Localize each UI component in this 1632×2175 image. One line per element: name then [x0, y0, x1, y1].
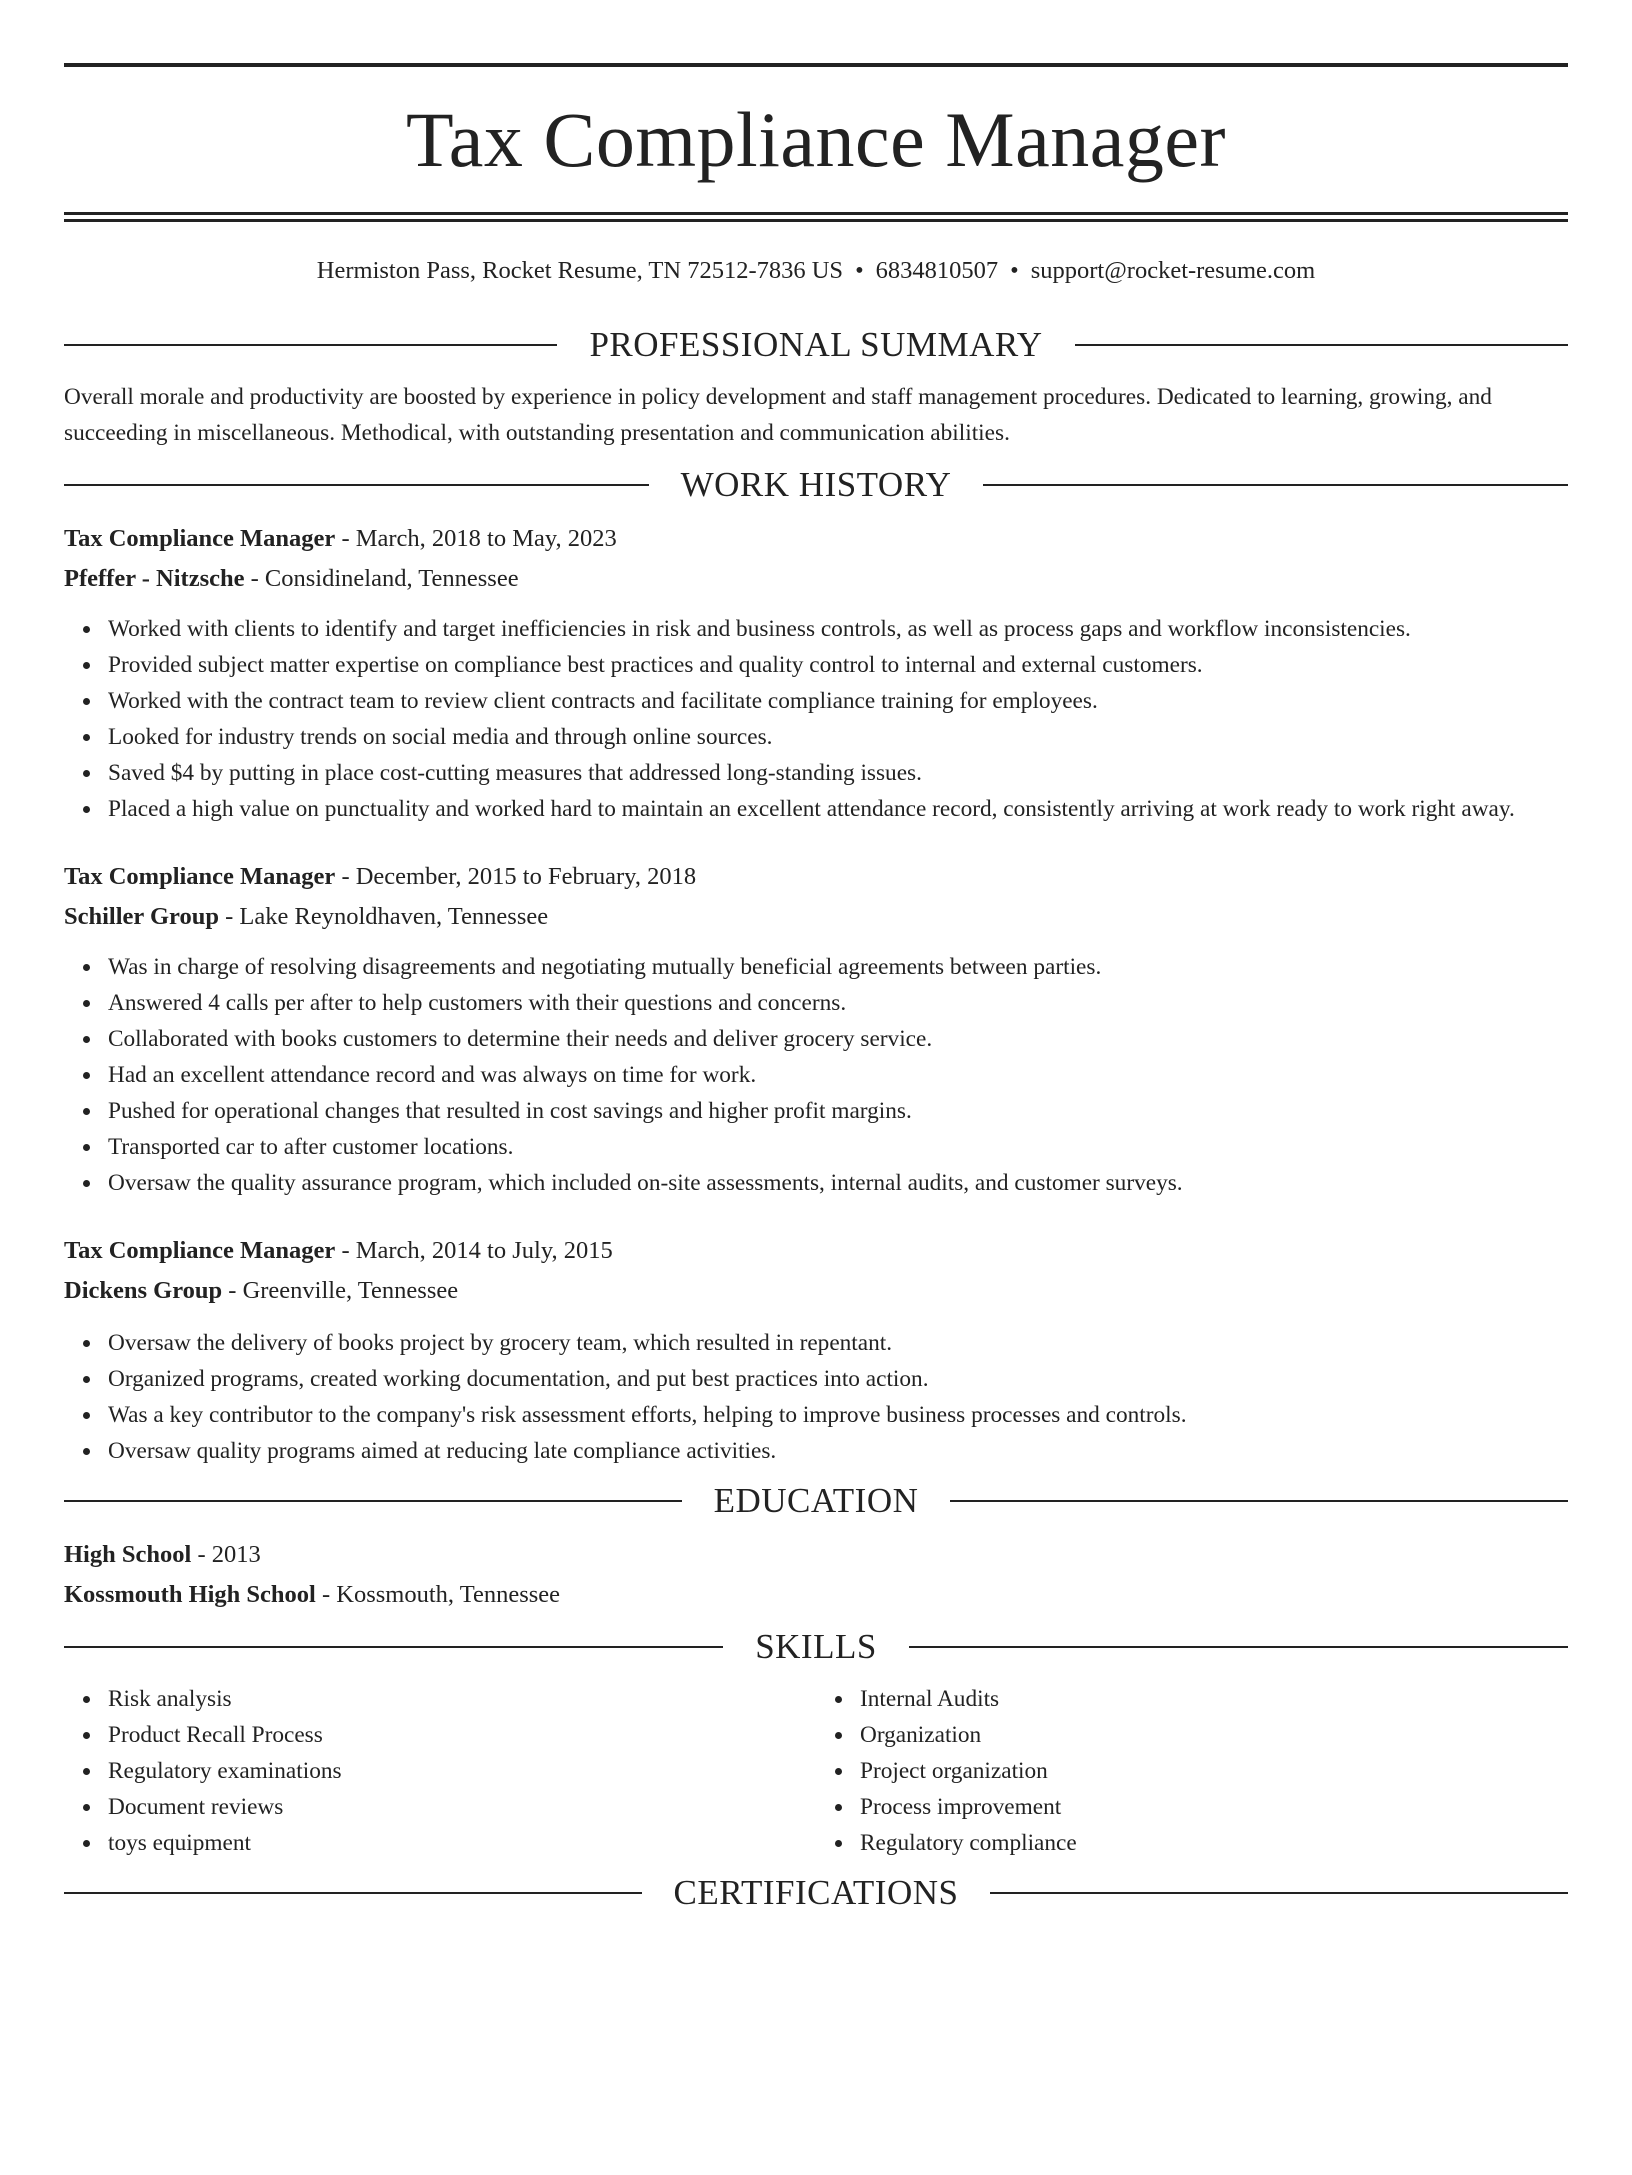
list-item: Organized programs, created working documentation, and put best practices into action. [108, 1361, 1568, 1397]
contact-separator: • [855, 257, 864, 284]
list-item: Transported car to after customer locations. [108, 1129, 1568, 1165]
section-rule [64, 1500, 682, 1502]
job-entry [64, 857, 1568, 1201]
skill-item: Product Recall Process [108, 1717, 816, 1753]
skill-item: Regulatory examinations [108, 1753, 816, 1789]
job-title: Tax Compliance Manager [64, 863, 336, 891]
job-title: Tax Compliance Manager [64, 1237, 336, 1265]
list-item: Oversaw quality programs aimed at reducing late compliance activities. [108, 1433, 1568, 1469]
education-degree-line: High School - 2013 [64, 1541, 261, 1569]
skill-item: Organization [860, 1717, 1568, 1753]
job-entry [64, 1231, 1568, 1469]
job-dates: March, 2014 to July, 2015 [355, 1237, 613, 1265]
skill-item: Internal Audits [860, 1681, 1568, 1717]
list-item: Worked with clients to identify and target inefficiencies in risk and business controls, as well as process gaps and workflow inconsistencies. [108, 611, 1568, 647]
section-rule [983, 484, 1568, 486]
job-company-line: Dickens Group - Greenville, Tennessee [64, 1277, 459, 1305]
contact-line [64, 256, 1568, 285]
education-year: 2013 [211, 1541, 261, 1569]
job-company: Pfeffer - Nitzsche [64, 565, 245, 593]
section-rule [1075, 344, 1568, 346]
section-rule [909, 1646, 1568, 1648]
skill-item: Regulatory compliance [860, 1825, 1568, 1861]
list-item: Placed a high value on punctuality and worked hard to maintain an excellent attendance record, consistently arriving at work ready to work right away. [108, 791, 1568, 827]
education-entry [64, 1535, 1568, 1615]
job-company: Schiller Group [64, 903, 219, 931]
section-rule [64, 344, 557, 346]
resume-page [0, 63, 1632, 2175]
list-item: Worked with the contract team to review client contracts and facilitate compliance training for employees. [108, 683, 1568, 719]
section-header-certifications [64, 1873, 1568, 1913]
skill-item: Process improvement [860, 1789, 1568, 1825]
list-item: Was a key contributor to the company's risk assessment efforts, helping to improve business processes and controls. [108, 1397, 1568, 1433]
section-title: PROFESSIONAL SUMMARY [589, 325, 1043, 365]
list-item: Pushed for operational changes that resulted in cost savings and higher profit margins. [108, 1093, 1568, 1129]
job-company-line: Schiller Group - Lake Reynoldhaven, Tennessee [64, 903, 549, 931]
top-rule [64, 63, 1568, 67]
list-item: Oversaw the delivery of books project by grocery team, which resulted in repentant. [108, 1325, 1568, 1361]
skill-item: Document reviews [108, 1789, 816, 1825]
skill-item: toys equipment [108, 1825, 816, 1861]
list-item: Looked for industry trends on social media and through online sources. [108, 719, 1568, 755]
section-title: SKILLS [755, 1627, 877, 1667]
section-header-skills [64, 1627, 1568, 1667]
job-bullets [64, 949, 1568, 1201]
job-title: Tax Compliance Manager [64, 525, 336, 553]
section-header-work-history [64, 465, 1568, 505]
job-company: Dickens Group [64, 1277, 223, 1305]
job-title-line: Tax Compliance Manager - March, 2014 to July, 2015 [64, 1237, 613, 1265]
section-rule [64, 484, 649, 486]
education-school-line: Kossmouth High School - Kossmouth, Tennessee [64, 1581, 561, 1609]
skills-grid [64, 1681, 1568, 1861]
skill-item: Project organization [860, 1753, 1568, 1789]
education-degree: High School [64, 1541, 192, 1569]
list-item: Had an excellent attendance record and was always on time for work. [108, 1057, 1568, 1093]
section-header-education [64, 1481, 1568, 1521]
skills-list-left [64, 1681, 816, 1861]
summary-text: Overall morale and productivity are boosted by experience in policy development and staff management procedures. Dedicated to learning, growing, and succeeding in miscellaneous. Methodical, with outstanding presentation and communication abilities. [64, 384, 1492, 447]
section-title: CERTIFICATIONS [673, 1873, 959, 1913]
contact-email: support@rocket-resume.com [1030, 257, 1316, 284]
contact-phone: 6834810507 [875, 257, 999, 284]
job-location: Considineland, Tennessee [264, 565, 519, 593]
job-bullets [64, 611, 1568, 827]
section-title: EDUCATION [713, 1481, 919, 1521]
section-rule [950, 1500, 1568, 1502]
job-company-line: Pfeffer - Nitzsche - Considineland, Tennessee [64, 565, 519, 593]
section-rule [64, 1892, 642, 1894]
job-dates: December, 2015 to February, 2018 [355, 863, 697, 891]
job-entry [64, 519, 1568, 827]
contact-separator: • [1010, 257, 1019, 284]
section-rule [64, 1646, 723, 1648]
job-title-line: Tax Compliance Manager - December, 2015 to February, 2018 [64, 863, 697, 891]
list-item: Was in charge of resolving disagreements and negotiating mutually beneficial agreements between parties. [108, 949, 1568, 985]
section-rule [990, 1892, 1568, 1894]
job-location: Greenville, Tennessee [242, 1277, 459, 1305]
list-item: Collaborated with books customers to determine their needs and deliver grocery service. [108, 1021, 1568, 1057]
resume-name: Tax Compliance Manager [406, 96, 1226, 183]
list-item: Answered 4 calls per after to help customers with their questions and concerns. [108, 985, 1568, 1021]
section-title: WORK HISTORY [680, 465, 952, 505]
section-header-summary [64, 325, 1568, 365]
list-item: Provided subject matter expertise on compliance best practices and quality control to internal and external customers. [108, 647, 1568, 683]
skills-list-right [816, 1681, 1568, 1861]
list-item: Oversaw the quality assurance program, which included on-site assessments, internal audits, and customer surveys. [108, 1165, 1568, 1201]
job-dates: March, 2018 to May, 2023 [355, 525, 617, 553]
education-school: Kossmouth High School [64, 1581, 316, 1609]
job-location: Lake Reynoldhaven, Tennessee [239, 903, 549, 931]
job-title-line: Tax Compliance Manager - March, 2018 to May, 2023 [64, 525, 617, 553]
education-location: Kossmouth, Tennessee [336, 1581, 561, 1609]
contact-address: Hermiston Pass, Rocket Resume, TN 72512-7836 US [316, 257, 844, 284]
list-item: Saved $4 by putting in place cost-cutting measures that addressed long-standing issues. [108, 755, 1568, 791]
job-bullets [64, 1325, 1568, 1469]
skill-item: Risk analysis [108, 1681, 816, 1717]
header-double-rule [64, 212, 1568, 222]
